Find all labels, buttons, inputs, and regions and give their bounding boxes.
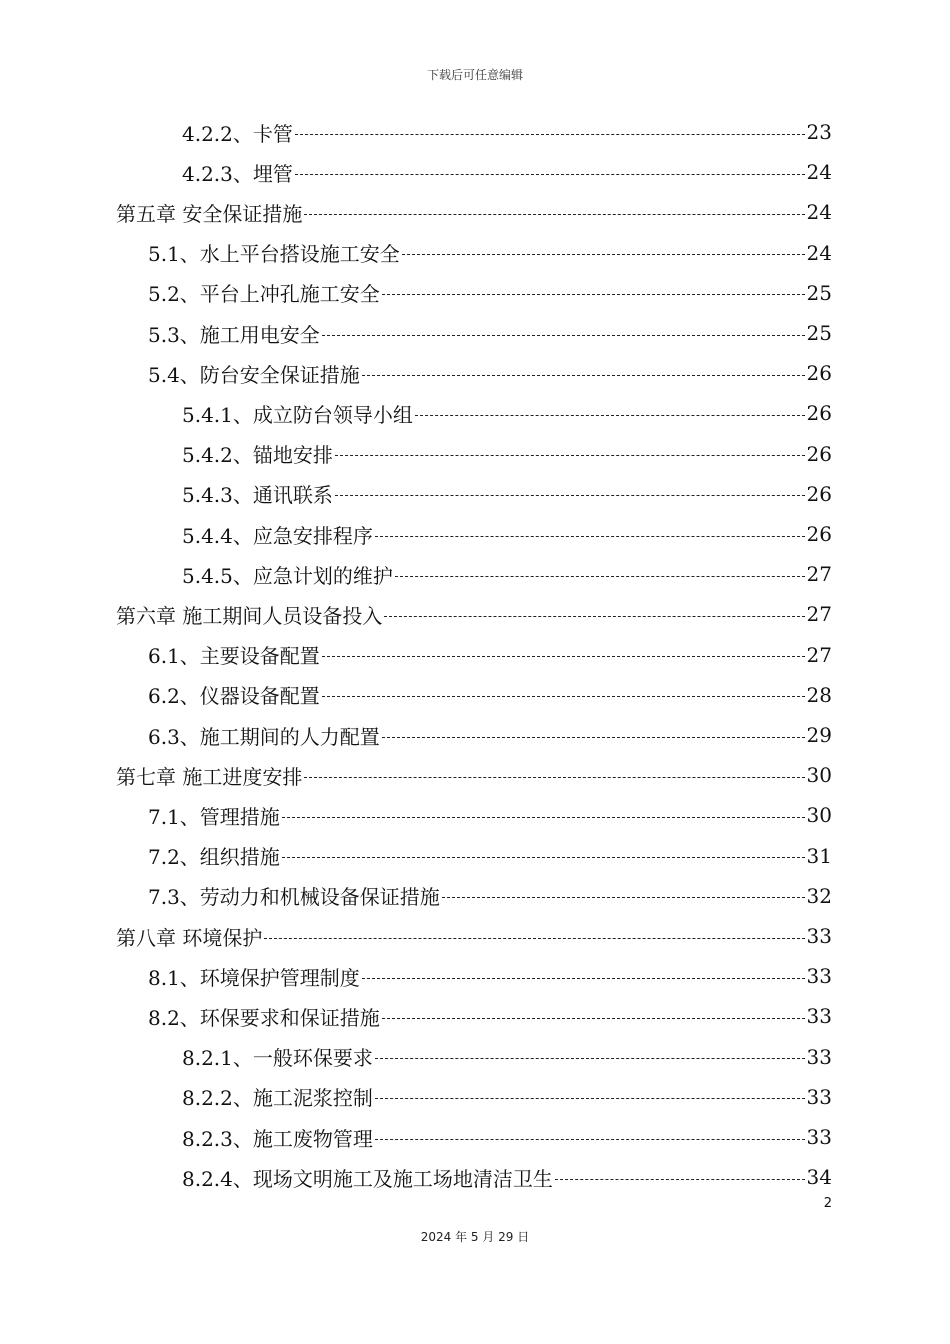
- toc-entry-page: 26: [806, 401, 832, 426]
- toc-entry[interactable]: [0, 514, 832, 554]
- toc-entry[interactable]: [0, 474, 832, 514]
- toc-entry[interactable]: [0, 112, 832, 152]
- toc-entry-page: 27: [806, 562, 832, 587]
- page-footer-date: 2024 年 5 月 29 日: [420, 1230, 530, 1244]
- toc-entry[interactable]: [0, 554, 832, 594]
- toc-entry-page: 25: [806, 321, 832, 345]
- toc-entry-title: 8.2.1、一般环保要求: [182, 1046, 373, 1071]
- toc-entry-page: 32: [806, 883, 832, 908]
- toc-entry[interactable]: [0, 233, 832, 273]
- toc-entry[interactable]: [0, 192, 832, 232]
- toc-dot-leader: [375, 1098, 805, 1099]
- toc-dot-leader: [555, 1179, 805, 1180]
- toc-dot-leader: [295, 174, 805, 175]
- toc-entry-title: 第五章 安全保证措施: [116, 201, 303, 226]
- toc-entry-title: 5.1、水上平台搭设施工安全: [148, 242, 400, 267]
- toc-entry-title: 4.2.2、卡管: [182, 121, 293, 146]
- toc-entry-title: 5.4.5、应急计划的维护: [182, 563, 393, 588]
- toc-entry-page: 30: [806, 763, 832, 788]
- toc-entry-page: 33: [806, 964, 832, 989]
- toc-entry-page: 29: [806, 723, 832, 747]
- toc-entry[interactable]: [0, 795, 832, 835]
- toc-dot-leader: [382, 737, 805, 738]
- toc-entry-title: 7.2、组织措施: [148, 845, 280, 870]
- toc-dot-leader: [382, 1018, 805, 1019]
- toc-dot-leader: [362, 978, 805, 979]
- toc-dot-leader: [442, 897, 805, 898]
- toc-entry[interactable]: [0, 313, 832, 353]
- toc-entry-page: 25: [806, 280, 832, 305]
- toc-entry-title: 8.1、环境保护管理制度: [148, 965, 360, 990]
- toc-entry-page: 24: [806, 200, 832, 225]
- toc-entry-title: 7.1、管理措施: [148, 804, 280, 829]
- toc-dot-leader: [282, 857, 805, 858]
- toc-entry-page: 31: [806, 843, 832, 868]
- toc-dot-leader: [402, 254, 805, 255]
- toc-entry-title: 8.2、环保要求和保证措施: [148, 1005, 380, 1030]
- page-header: 下载后可任意编辑: [426, 68, 523, 82]
- toc-entry[interactable]: [0, 876, 832, 916]
- toc-entry-page: 33: [806, 1004, 832, 1029]
- toc-entry-page: 33: [806, 1125, 832, 1149]
- toc-dot-leader: [415, 415, 805, 416]
- toc-entry-title: 5.4.4、应急安排程序: [182, 523, 373, 548]
- toc-entry-page: 24: [806, 160, 832, 185]
- toc-dot-leader: [322, 696, 805, 697]
- toc-entry-page: 23: [806, 120, 832, 144]
- toc-entry-title: 5.4.3、通讯联系: [182, 483, 333, 508]
- toc-dot-leader: [335, 455, 805, 456]
- toc-entry[interactable]: [0, 916, 832, 956]
- toc-dot-leader: [322, 335, 805, 336]
- toc-entry[interactable]: [0, 152, 832, 192]
- toc-dot-leader: [264, 938, 804, 939]
- toc-entry-title: 4.2.3、埋管: [182, 161, 293, 186]
- toc-entry-title: 8.2.4、现场文明施工及施工场地清洁卫生: [182, 1166, 553, 1191]
- toc-entry-title: 第六章 施工期间人员设备投入: [116, 603, 383, 628]
- toc-entry-page: 27: [806, 642, 832, 667]
- toc-entry[interactable]: [0, 675, 832, 715]
- toc-dot-leader: [335, 495, 805, 496]
- toc-entry-page: 33: [806, 1044, 832, 1069]
- toc-entry[interactable]: [0, 434, 832, 474]
- toc-dot-leader: [282, 817, 805, 818]
- toc-dot-leader: [304, 214, 804, 215]
- toc-entry-title: 6.2、仪器设备配置: [148, 684, 320, 709]
- toc-entry-title: 6.3、施工期间的人力配置: [148, 724, 380, 749]
- toc-entry[interactable]: [0, 1157, 832, 1197]
- toc-entry-title: 5.4.2、锚地安排: [182, 443, 333, 468]
- toc-dot-leader: [375, 1139, 805, 1140]
- toc-entry-page: 30: [806, 803, 832, 828]
- toc-entry-page: 26: [806, 522, 832, 546]
- toc-entry-page: 33: [806, 1084, 832, 1109]
- toc-entry-page: 28: [806, 682, 832, 707]
- toc-dot-leader: [395, 576, 805, 577]
- toc-entry-title: 6.1、主要设备配置: [148, 644, 320, 669]
- toc-entry-page: 27: [806, 602, 832, 627]
- toc-dot-leader: [384, 616, 804, 617]
- toc-dot-leader: [295, 134, 805, 135]
- toc-entry[interactable]: [0, 635, 832, 675]
- toc-entry[interactable]: [0, 956, 832, 996]
- toc-entry-page: 24: [806, 240, 832, 265]
- toc-entry-title: 第七章 施工进度安排: [116, 764, 303, 789]
- toc-entry-title: 8.2.3、施工废物管理: [182, 1126, 373, 1151]
- toc-entry[interactable]: [0, 715, 832, 755]
- toc-entry-page: 26: [806, 361, 832, 386]
- toc-entry[interactable]: [0, 996, 832, 1036]
- toc-entry[interactable]: [0, 393, 832, 433]
- toc-entry[interactable]: [0, 755, 832, 795]
- toc-dot-leader: [382, 294, 805, 295]
- page-number: 2: [823, 1196, 832, 1211]
- toc-entry[interactable]: [0, 273, 832, 313]
- toc-dot-leader: [375, 536, 805, 537]
- toc-entry[interactable]: [0, 1077, 832, 1117]
- toc-entry[interactable]: [0, 1117, 832, 1157]
- toc-entry[interactable]: [0, 1037, 832, 1077]
- toc-entry[interactable]: [0, 836, 832, 876]
- toc-entry-page: 26: [806, 481, 832, 506]
- toc-entry-title: 8.2.2、施工泥浆控制: [182, 1086, 373, 1111]
- toc-dot-leader: [304, 777, 804, 778]
- toc-entry-title: 5.4、防台安全保证措施: [148, 362, 360, 387]
- toc-entry-page: 34: [806, 1165, 832, 1190]
- toc-entry[interactable]: [0, 353, 832, 393]
- toc-entry-page: 33: [806, 924, 832, 948]
- toc-dot-leader: [362, 375, 805, 376]
- toc-entry-title: 7.3、劳动力和机械设备保证措施: [148, 885, 440, 910]
- toc-entry-title: 5.4.1、成立防台领导小组: [182, 402, 413, 427]
- toc-entry[interactable]: [0, 594, 832, 634]
- toc-dot-leader: [322, 656, 805, 657]
- toc-entry-page: 26: [806, 441, 832, 466]
- toc-entry-title: 5.2、平台上冲孔施工安全: [148, 282, 380, 307]
- toc-entry-title: 第八章 环境保护: [116, 925, 263, 950]
- toc-dot-leader: [375, 1058, 805, 1059]
- toc-entry-title: 5.3、施工用电安全: [148, 322, 320, 347]
